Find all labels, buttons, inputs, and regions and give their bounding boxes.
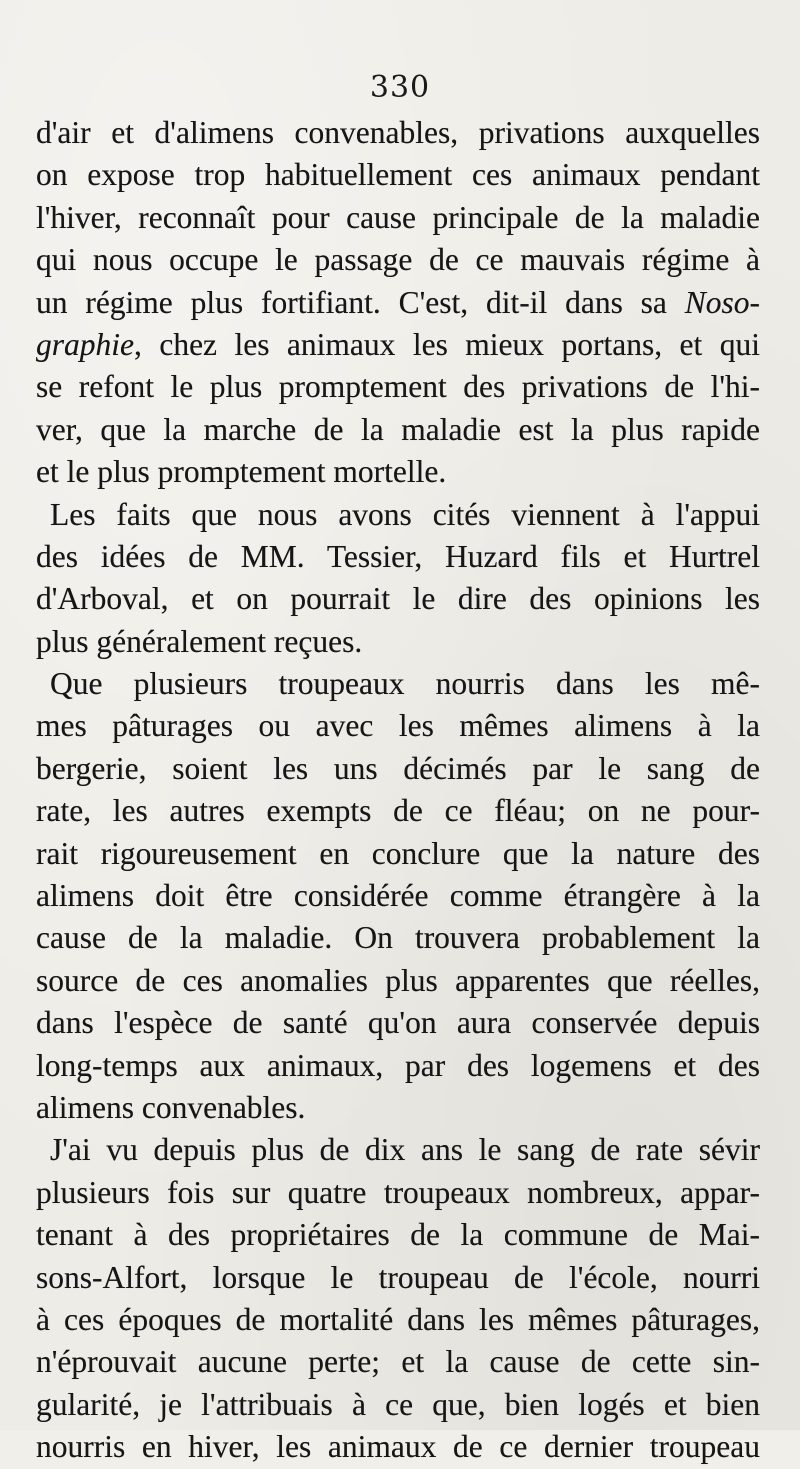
text-line: Que plusieurs troupeaux nourris dans les mê- bbox=[50, 666, 760, 702]
text-line: et le plus promptement mortelle. bbox=[36, 454, 447, 490]
text-line: plus généralement reçues. bbox=[36, 623, 363, 659]
text-segment: , chez les animaux les mieux portans, et qui bbox=[134, 326, 760, 362]
text-line: on expose trop habituellement ces animaux pendant bbox=[36, 157, 760, 193]
text-line: rate, les autres exempts de ce fléau; on ne pour- bbox=[36, 793, 760, 829]
text-line: source de ces anomalies plus apparentes que réelles, bbox=[36, 962, 760, 998]
text-line: tenant à des propriétaires de la commune de Mai- bbox=[36, 1217, 760, 1253]
text-segment: un régime plus fortifiant. C'est, dit-il dans sa bbox=[36, 284, 685, 320]
text-line: l'hiver, reconnaît pour cause principale de la maladie bbox=[36, 199, 760, 235]
text-line: des idées de MM. Tessier, Huzard fils et Hurtrel bbox=[36, 538, 760, 574]
italic-term: Noso- bbox=[684, 284, 760, 320]
text-line: sons-Alfort, lorsque le troupeau de l'école, nourri bbox=[36, 1259, 760, 1295]
text-line: dans l'espèce de santé qu'on aura conservée depuis bbox=[36, 1005, 760, 1041]
text-line: mes pâturages ou avec les mêmes alimens à la bbox=[36, 708, 760, 744]
italic-term: graphie bbox=[36, 326, 134, 362]
text-line: d'Arboval, et on pourrait le dire des opinions les bbox=[36, 581, 760, 617]
page-number: 330 bbox=[369, 70, 431, 105]
text-line: gularité, je l'attribuais à ce que, bien logés et bien bbox=[36, 1386, 760, 1422]
text-line: rait rigoureusement en conclure que la nature des bbox=[36, 835, 760, 871]
text-line: J'ai vu depuis plus de dix ans le sang de rate sévir bbox=[50, 1132, 760, 1168]
text-line: alimens doit être considérée comme étrangère à la bbox=[36, 878, 760, 914]
text-line: se refont le plus promptement des privations de l'hi- bbox=[36, 369, 760, 405]
text-line: bergerie, soient les uns décimés par le sang de bbox=[36, 750, 760, 786]
text-line: nourris en hiver, les animaux de ce dernier troupeau bbox=[36, 1429, 760, 1465]
text-line: long-temps aux animaux, par des logemens et des bbox=[36, 1047, 760, 1083]
text-line: qui nous occupe le passage de ce mauvais régime à bbox=[36, 242, 760, 278]
text-line: plusieurs fois sur quatre troupeaux nombreux, appar- bbox=[36, 1174, 760, 1210]
text-line: cause de la maladie. On trouvera probablement la bbox=[36, 920, 760, 956]
text-line: ver, que la marche de la maladie est la plus rapide bbox=[36, 411, 760, 447]
text-line: alimens convenables. bbox=[36, 1089, 306, 1125]
body-text bbox=[36, 112, 760, 1469]
text-line bbox=[36, 282, 760, 324]
text-line: Les faits que nous avons cités viennent à l'appui bbox=[50, 496, 760, 532]
text-line bbox=[36, 324, 760, 366]
text-line: n'éprouvait aucune perte; et la cause de cette sin- bbox=[36, 1344, 760, 1380]
text-line: à ces époques de mortalité dans les mêmes pâturages, bbox=[36, 1301, 760, 1337]
text-line: d'air et d'alimens convenables, privations auxquelles bbox=[36, 115, 760, 150]
